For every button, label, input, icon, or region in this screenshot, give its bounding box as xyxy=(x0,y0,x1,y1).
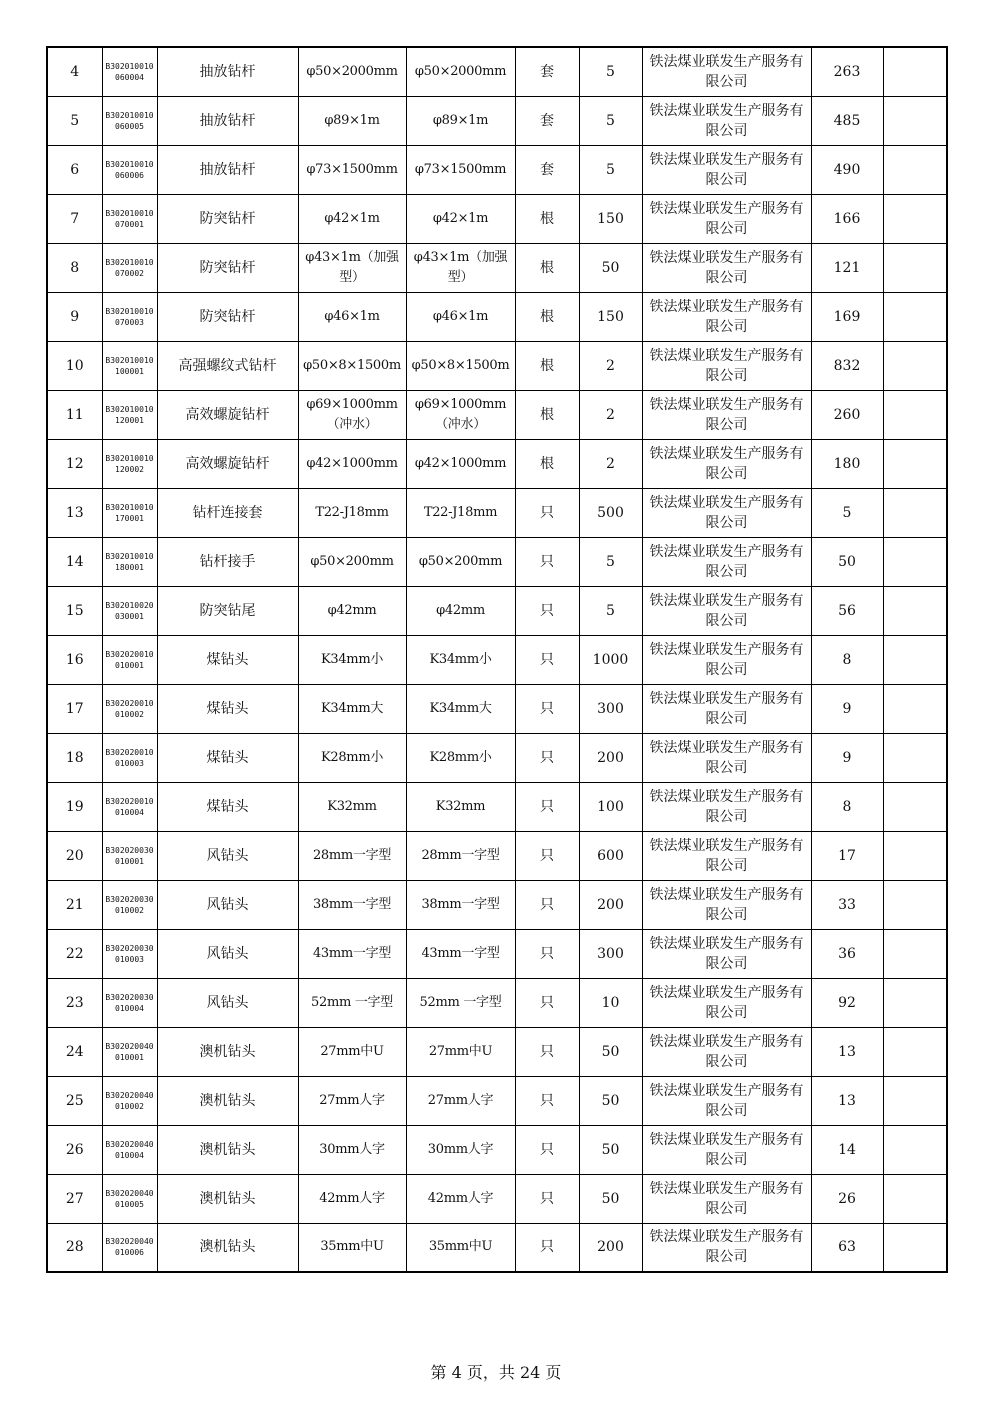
material-code-cell: B302020040010004 xyxy=(102,1125,157,1174)
unit-cell: 套 xyxy=(515,96,579,145)
price-cell: 14 xyxy=(811,1125,883,1174)
supplier-cell: 铁法煤业联发生产服务有限公司 xyxy=(642,439,811,488)
unit-cell: 只 xyxy=(515,1027,579,1076)
remark-cell xyxy=(883,537,947,586)
material-code-cell: B302020010010003 xyxy=(102,733,157,782)
model-cell: K32mm xyxy=(406,782,515,831)
supplier-cell: 铁法煤业联发生产服务有限公司 xyxy=(642,978,811,1027)
quantity-cell: 10 xyxy=(579,978,642,1027)
material-code-cell: B302010010060005 xyxy=(102,96,157,145)
material-name-cell: 澳机钻头 xyxy=(157,1027,298,1076)
specification-cell: 42mm人字 xyxy=(298,1174,406,1223)
table-row xyxy=(47,1076,947,1125)
price-cell: 180 xyxy=(811,439,883,488)
specification-cell: 27mm中U xyxy=(298,1027,406,1076)
price-cell: 17 xyxy=(811,831,883,880)
model-cell: 38mm一字型 xyxy=(406,880,515,929)
remark-cell xyxy=(883,880,947,929)
model-cell: 35mm中U xyxy=(406,1223,515,1272)
material-code-cell: B302010010070002 xyxy=(102,243,157,292)
unit-cell: 只 xyxy=(515,537,579,586)
remark-cell xyxy=(883,929,947,978)
unit-cell: 套 xyxy=(515,47,579,96)
material-code-cell: B302010010060006 xyxy=(102,145,157,194)
supplier-cell: 铁法煤业联发生产服务有限公司 xyxy=(642,684,811,733)
table-row xyxy=(47,537,947,586)
row-number-cell: 11 xyxy=(47,390,102,439)
remark-cell xyxy=(883,635,947,684)
unit-cell: 只 xyxy=(515,1174,579,1223)
row-number-cell: 13 xyxy=(47,488,102,537)
specification-cell: φ46×1m xyxy=(298,292,406,341)
quantity-cell: 500 xyxy=(579,488,642,537)
price-cell: 26 xyxy=(811,1174,883,1223)
row-number-cell: 15 xyxy=(47,586,102,635)
unit-cell: 根 xyxy=(515,243,579,292)
supplier-cell: 铁法煤业联发生产服务有限公司 xyxy=(642,1125,811,1174)
quantity-cell: 50 xyxy=(579,1076,642,1125)
material-code-cell: B302020040010001 xyxy=(102,1027,157,1076)
specification-cell: φ42×1m xyxy=(298,194,406,243)
unit-cell: 只 xyxy=(515,733,579,782)
material-code-cell: B302020030010001 xyxy=(102,831,157,880)
quantity-cell: 150 xyxy=(579,292,642,341)
unit-cell: 只 xyxy=(515,782,579,831)
model-cell: φ42×1m xyxy=(406,194,515,243)
table-row xyxy=(47,1125,947,1174)
material-name-cell: 抽放钻杆 xyxy=(157,96,298,145)
quantity-cell: 600 xyxy=(579,831,642,880)
price-cell: 260 xyxy=(811,390,883,439)
remark-cell xyxy=(883,390,947,439)
model-cell: T22-J18mm xyxy=(406,488,515,537)
material-name-cell: 澳机钻头 xyxy=(157,1076,298,1125)
supplier-cell: 铁法煤业联发生产服务有限公司 xyxy=(642,96,811,145)
table-row xyxy=(47,880,947,929)
material-name-cell: 防突钻尾 xyxy=(157,586,298,635)
supplier-cell: 铁法煤业联发生产服务有限公司 xyxy=(642,341,811,390)
model-cell: φ50×2000mm xyxy=(406,47,515,96)
supplier-cell: 铁法煤业联发生产服务有限公司 xyxy=(642,1174,811,1223)
unit-cell: 只 xyxy=(515,1223,579,1272)
price-cell: 56 xyxy=(811,586,883,635)
table-row xyxy=(47,1027,947,1076)
row-number-cell: 5 xyxy=(47,96,102,145)
row-number-cell: 7 xyxy=(47,194,102,243)
row-number-cell: 6 xyxy=(47,145,102,194)
material-code-cell: B302020010010001 xyxy=(102,635,157,684)
table-row xyxy=(47,194,947,243)
material-name-cell: 抽放钻杆 xyxy=(157,145,298,194)
unit-cell: 只 xyxy=(515,635,579,684)
row-number-cell: 22 xyxy=(47,929,102,978)
material-code-cell: B302020030010004 xyxy=(102,978,157,1027)
row-number-cell: 25 xyxy=(47,1076,102,1125)
quantity-cell: 5 xyxy=(579,586,642,635)
unit-cell: 套 xyxy=(515,145,579,194)
row-number-cell: 12 xyxy=(47,439,102,488)
model-cell: φ46×1m xyxy=(406,292,515,341)
table-row xyxy=(47,1223,947,1272)
material-name-cell: 防突钻杆 xyxy=(157,292,298,341)
row-number-cell: 19 xyxy=(47,782,102,831)
price-cell: 92 xyxy=(811,978,883,1027)
model-cell: 52mm 一字型 xyxy=(406,978,515,1027)
row-number-cell: 8 xyxy=(47,243,102,292)
supplier-cell: 铁法煤业联发生产服务有限公司 xyxy=(642,194,811,243)
material-code-cell: B302020010010004 xyxy=(102,782,157,831)
unit-cell: 只 xyxy=(515,488,579,537)
quantity-cell: 1000 xyxy=(579,635,642,684)
unit-cell: 根 xyxy=(515,390,579,439)
remark-cell xyxy=(883,782,947,831)
model-cell: 27mm中U xyxy=(406,1027,515,1076)
remark-cell xyxy=(883,684,947,733)
specification-cell: φ42×1000mm xyxy=(298,439,406,488)
remark-cell xyxy=(883,1125,947,1174)
supplier-cell: 铁法煤业联发生产服务有限公司 xyxy=(642,537,811,586)
material-code-cell: B302020030010003 xyxy=(102,929,157,978)
specification-cell: K32mm xyxy=(298,782,406,831)
quantity-cell: 50 xyxy=(579,1027,642,1076)
supplier-cell: 铁法煤业联发生产服务有限公司 xyxy=(642,292,811,341)
row-number-cell: 16 xyxy=(47,635,102,684)
specification-cell: φ50×8×1500m xyxy=(298,341,406,390)
model-cell: 42mm人字 xyxy=(406,1174,515,1223)
row-number-cell: 18 xyxy=(47,733,102,782)
supplier-cell: 铁法煤业联发生产服务有限公司 xyxy=(642,635,811,684)
material-code-cell: B302010010170001 xyxy=(102,488,157,537)
material-name-cell: 煤钻头 xyxy=(157,684,298,733)
supplier-cell: 铁法煤业联发生产服务有限公司 xyxy=(642,1076,811,1125)
quantity-cell: 2 xyxy=(579,439,642,488)
material-code-cell: B302020030010002 xyxy=(102,880,157,929)
remark-cell xyxy=(883,1027,947,1076)
table-row xyxy=(47,733,947,782)
supplier-cell: 铁法煤业联发生产服务有限公司 xyxy=(642,145,811,194)
model-cell: φ89×1m xyxy=(406,96,515,145)
remark-cell xyxy=(883,1076,947,1125)
table-row xyxy=(47,439,947,488)
material-name-cell: 高效螺旋钻杆 xyxy=(157,439,298,488)
price-cell: 263 xyxy=(811,47,883,96)
price-cell: 485 xyxy=(811,96,883,145)
specification-cell: K34mm大 xyxy=(298,684,406,733)
price-cell: 8 xyxy=(811,635,883,684)
material-name-cell: 澳机钻头 xyxy=(157,1174,298,1223)
specification-cell: 35mm中U xyxy=(298,1223,406,1272)
row-number-cell: 4 xyxy=(47,47,102,96)
model-cell: φ42mm xyxy=(406,586,515,635)
price-cell: 63 xyxy=(811,1223,883,1272)
model-cell: 27mm人字 xyxy=(406,1076,515,1125)
price-cell: 169 xyxy=(811,292,883,341)
price-cell: 8 xyxy=(811,782,883,831)
material-name-cell: 煤钻头 xyxy=(157,782,298,831)
material-name-cell: 钻杆连接套 xyxy=(157,488,298,537)
specification-cell: 43mm一字型 xyxy=(298,929,406,978)
model-cell: φ69×1000mm（冲水） xyxy=(406,390,515,439)
quantity-cell: 100 xyxy=(579,782,642,831)
remark-cell xyxy=(883,831,947,880)
model-cell: φ50×200mm xyxy=(406,537,515,586)
price-cell: 36 xyxy=(811,929,883,978)
material-code-cell: B302010010060004 xyxy=(102,47,157,96)
table-body xyxy=(47,47,947,1272)
quantity-cell: 2 xyxy=(579,390,642,439)
specification-cell: 28mm一字型 xyxy=(298,831,406,880)
quantity-cell: 300 xyxy=(579,929,642,978)
model-cell: K34mm大 xyxy=(406,684,515,733)
specification-cell: φ69×1000mm（冲水） xyxy=(298,390,406,439)
unit-cell: 根 xyxy=(515,194,579,243)
specification-cell: φ50×200mm xyxy=(298,537,406,586)
supplier-cell: 铁法煤业联发生产服务有限公司 xyxy=(642,831,811,880)
supplier-cell: 铁法煤业联发生产服务有限公司 xyxy=(642,782,811,831)
quantity-cell: 50 xyxy=(579,1174,642,1223)
unit-cell: 只 xyxy=(515,978,579,1027)
quantity-cell: 200 xyxy=(579,733,642,782)
quantity-cell: 50 xyxy=(579,1125,642,1174)
model-cell: K28mm小 xyxy=(406,733,515,782)
remark-cell xyxy=(883,96,947,145)
material-code-cell: B302020040010002 xyxy=(102,1076,157,1125)
row-number-cell: 28 xyxy=(47,1223,102,1272)
specification-cell: φ73×1500mm xyxy=(298,145,406,194)
specification-cell: φ42mm xyxy=(298,586,406,635)
table-row xyxy=(47,341,947,390)
table-row xyxy=(47,292,947,341)
unit-cell: 只 xyxy=(515,1125,579,1174)
table-row xyxy=(47,782,947,831)
unit-cell: 根 xyxy=(515,341,579,390)
table-row xyxy=(47,145,947,194)
row-number-cell: 20 xyxy=(47,831,102,880)
supplier-cell: 铁法煤业联发生产服务有限公司 xyxy=(642,929,811,978)
table-row xyxy=(47,684,947,733)
material-name-cell: 高效螺旋钻杆 xyxy=(157,390,298,439)
specification-cell: φ50×2000mm xyxy=(298,47,406,96)
price-cell: 490 xyxy=(811,145,883,194)
material-name-cell: 风钻头 xyxy=(157,929,298,978)
material-name-cell: 澳机钻头 xyxy=(157,1125,298,1174)
unit-cell: 只 xyxy=(515,684,579,733)
remark-cell xyxy=(883,733,947,782)
model-cell: φ50×8×1500m xyxy=(406,341,515,390)
remark-cell xyxy=(883,439,947,488)
model-cell: φ42×1000mm xyxy=(406,439,515,488)
material-name-cell: 风钻头 xyxy=(157,831,298,880)
price-cell: 13 xyxy=(811,1027,883,1076)
row-number-cell: 9 xyxy=(47,292,102,341)
specification-cell: K34mm小 xyxy=(298,635,406,684)
remark-cell xyxy=(883,194,947,243)
row-number-cell: 24 xyxy=(47,1027,102,1076)
quantity-cell: 5 xyxy=(579,47,642,96)
price-cell: 166 xyxy=(811,194,883,243)
row-number-cell: 10 xyxy=(47,341,102,390)
remark-cell xyxy=(883,1174,947,1223)
table-row xyxy=(47,488,947,537)
supplier-cell: 铁法煤业联发生产服务有限公司 xyxy=(642,880,811,929)
material-name-cell: 防突钻杆 xyxy=(157,243,298,292)
price-cell: 9 xyxy=(811,684,883,733)
table-row xyxy=(47,586,947,635)
supplier-cell: 铁法煤业联发生产服务有限公司 xyxy=(642,488,811,537)
table-row xyxy=(47,243,947,292)
material-name-cell: 抽放钻杆 xyxy=(157,47,298,96)
unit-cell: 只 xyxy=(515,929,579,978)
price-cell: 50 xyxy=(811,537,883,586)
unit-cell: 只 xyxy=(515,831,579,880)
table-row xyxy=(47,96,947,145)
remark-cell xyxy=(883,292,947,341)
material-code-cell: B302010010070003 xyxy=(102,292,157,341)
specification-cell: K28mm小 xyxy=(298,733,406,782)
row-number-cell: 26 xyxy=(47,1125,102,1174)
supplier-cell: 铁法煤业联发生产服务有限公司 xyxy=(642,1223,811,1272)
material-code-cell: B302010010100001 xyxy=(102,341,157,390)
table-row xyxy=(47,1174,947,1223)
remark-cell xyxy=(883,1223,947,1272)
supplier-cell: 铁法煤业联发生产服务有限公司 xyxy=(642,1027,811,1076)
quantity-cell: 150 xyxy=(579,194,642,243)
material-name-cell: 防突钻杆 xyxy=(157,194,298,243)
price-cell: 13 xyxy=(811,1076,883,1125)
quantity-cell: 200 xyxy=(579,1223,642,1272)
quantity-cell: 5 xyxy=(579,537,642,586)
unit-cell: 根 xyxy=(515,439,579,488)
specification-cell: 52mm 一字型 xyxy=(298,978,406,1027)
specification-cell: T22-J18mm xyxy=(298,488,406,537)
material-name-cell: 煤钻头 xyxy=(157,635,298,684)
page-footer: 第 4 页，共 24 页 xyxy=(430,1363,562,1382)
price-cell: 832 xyxy=(811,341,883,390)
table-row xyxy=(47,929,947,978)
price-cell: 5 xyxy=(811,488,883,537)
row-number-cell: 27 xyxy=(47,1174,102,1223)
model-cell: 30mm人字 xyxy=(406,1125,515,1174)
remark-cell xyxy=(883,488,947,537)
material-code-cell: B302010010180001 xyxy=(102,537,157,586)
quantity-cell: 200 xyxy=(579,880,642,929)
quantity-cell: 2 xyxy=(579,341,642,390)
supplier-cell: 铁法煤业联发生产服务有限公司 xyxy=(642,47,811,96)
model-cell: φ43×1m（加强型） xyxy=(406,243,515,292)
material-code-cell: B302010010120001 xyxy=(102,390,157,439)
specification-cell: φ43×1m（加强型） xyxy=(298,243,406,292)
remark-cell xyxy=(883,978,947,1027)
material-code-cell: B302020040010005 xyxy=(102,1174,157,1223)
table-row xyxy=(47,831,947,880)
specification-cell: 27mm人字 xyxy=(298,1076,406,1125)
material-code-cell: B302010010070001 xyxy=(102,194,157,243)
quantity-cell: 5 xyxy=(579,96,642,145)
material-name-cell: 澳机钻头 xyxy=(157,1223,298,1272)
unit-cell: 根 xyxy=(515,292,579,341)
table-row xyxy=(47,390,947,439)
model-cell: K34mm小 xyxy=(406,635,515,684)
supplier-cell: 铁法煤业联发生产服务有限公司 xyxy=(642,243,811,292)
quantity-cell: 300 xyxy=(579,684,642,733)
table-row xyxy=(47,635,947,684)
remark-cell xyxy=(883,243,947,292)
price-cell: 33 xyxy=(811,880,883,929)
model-cell: φ73×1500mm xyxy=(406,145,515,194)
unit-cell: 只 xyxy=(515,586,579,635)
supplier-cell: 铁法煤业联发生产服务有限公司 xyxy=(642,586,811,635)
table-row xyxy=(47,47,947,96)
material-code-cell: B302010010120002 xyxy=(102,439,157,488)
model-cell: 28mm一字型 xyxy=(406,831,515,880)
material-name-cell: 高强螺纹式钻杆 xyxy=(157,341,298,390)
table-row xyxy=(47,978,947,1027)
material-price-table xyxy=(46,46,948,1273)
specification-cell: 38mm一字型 xyxy=(298,880,406,929)
remark-cell xyxy=(883,586,947,635)
remark-cell xyxy=(883,145,947,194)
material-name-cell: 风钻头 xyxy=(157,978,298,1027)
price-cell: 9 xyxy=(811,733,883,782)
model-cell: 43mm一字型 xyxy=(406,929,515,978)
unit-cell: 只 xyxy=(515,880,579,929)
price-cell: 121 xyxy=(811,243,883,292)
quantity-cell: 50 xyxy=(579,243,642,292)
material-code-cell: B302020010010002 xyxy=(102,684,157,733)
remark-cell xyxy=(883,341,947,390)
material-code-cell: B302010020030001 xyxy=(102,586,157,635)
specification-cell: φ89×1m xyxy=(298,96,406,145)
specification-cell: 30mm人字 xyxy=(298,1125,406,1174)
row-number-cell: 14 xyxy=(47,537,102,586)
material-name-cell: 煤钻头 xyxy=(157,733,298,782)
material-code-cell: B302020040010006 xyxy=(102,1223,157,1272)
row-number-cell: 23 xyxy=(47,978,102,1027)
material-name-cell: 风钻头 xyxy=(157,880,298,929)
material-name-cell: 钻杆接手 xyxy=(157,537,298,586)
unit-cell: 只 xyxy=(515,1076,579,1125)
supplier-cell: 铁法煤业联发生产服务有限公司 xyxy=(642,733,811,782)
remark-cell xyxy=(883,47,947,96)
row-number-cell: 21 xyxy=(47,880,102,929)
row-number-cell: 17 xyxy=(47,684,102,733)
supplier-cell: 铁法煤业联发生产服务有限公司 xyxy=(642,390,811,439)
quantity-cell: 5 xyxy=(579,145,642,194)
